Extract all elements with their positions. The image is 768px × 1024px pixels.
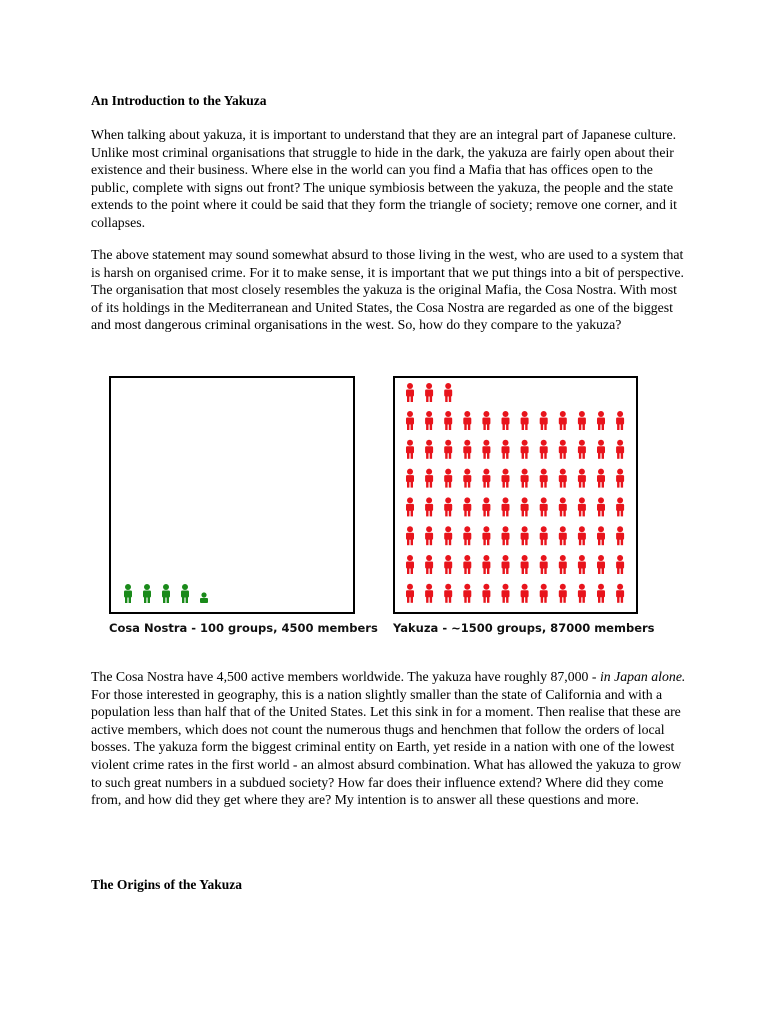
yakuza-figure	[463, 440, 471, 459]
yakuza-figure	[597, 411, 605, 430]
yakuza-figure	[502, 497, 510, 516]
yakuza-figure	[597, 440, 605, 459]
yakuza-figure	[578, 411, 586, 430]
yakuza-figure	[406, 411, 414, 430]
yakuza-figure	[578, 555, 586, 574]
yakuza-figure	[502, 555, 510, 574]
yakuza-figure	[444, 469, 452, 488]
yakuza-figure	[597, 555, 605, 574]
yakuza-figure	[425, 584, 433, 603]
comparison-text-start: The Cosa Nostra have 4,500 active members worldwide. The yakuza have roughly 87,000 -	[91, 669, 600, 684]
yakuza-figure	[425, 497, 433, 516]
yakuza-figure	[463, 411, 471, 430]
yakuza-figure	[425, 411, 433, 430]
perspective-paragraph: The above statement may sound somewhat absurd to those living in the west, who are used to a system that is harsh on organised crime. For it to make sense, it is important that we put things into a bit of perspective. The organisation that most closely resembles the yakuza is the original Mafia, the Cosa Nostra. With most of its holdings in the Mediterranean and United States, the Cosa Nostra are regarded as one of the biggest and most dangerous criminal organisations in the west. So, how do they compare to the yakuza?	[91, 247, 684, 333]
yakuza-figure	[559, 411, 567, 430]
yakuza-figure	[616, 526, 624, 545]
yakuza-figure	[406, 584, 414, 603]
yakuza-figure	[463, 469, 471, 488]
yakuza-figure	[559, 555, 567, 574]
yakuza-figure	[540, 584, 548, 603]
yakuza-figure	[521, 584, 529, 603]
yakuza-figure	[406, 440, 414, 459]
yakuza-figure	[559, 440, 567, 459]
yakuza-figure	[540, 411, 548, 430]
yakuza-figure	[444, 411, 452, 430]
yakuza-figure	[463, 555, 471, 574]
yakuza-caption: Yakuza - ~1500 groups, 87000 members	[393, 621, 655, 635]
yakuza-figure	[540, 440, 548, 459]
yakuza-figure	[406, 383, 414, 402]
yakuza-figure	[578, 497, 586, 516]
yakuza-figure	[463, 497, 471, 516]
yakuza-figure	[502, 469, 510, 488]
cosa-nostra-figures	[124, 584, 208, 603]
yakuza-figure	[406, 526, 414, 545]
yakuza-figure	[444, 584, 452, 603]
yakuza-figure	[540, 497, 548, 516]
yakuza-figures	[406, 383, 624, 603]
cosa-nostra-figure	[162, 584, 170, 603]
yakuza-figure	[444, 440, 452, 459]
yakuza-figure	[616, 469, 624, 488]
yakuza-figure	[463, 584, 471, 603]
yakuza-figure	[482, 555, 490, 574]
yakuza-figure	[425, 469, 433, 488]
comparison-emphasis: in Japan alone.	[599, 669, 686, 684]
yakuza-figure	[540, 555, 548, 574]
yakuza-figure	[597, 584, 605, 603]
yakuza-figure	[597, 526, 605, 545]
yakuza-figure	[559, 584, 567, 603]
yakuza-figure	[482, 526, 490, 545]
yakuza-figure	[482, 411, 490, 430]
yakuza-figure	[597, 497, 605, 516]
yakuza-figure	[502, 526, 510, 545]
comparison-text-end: For those interested in geography, this is a nation slightly smaller than the state of California and with a population less than half that of the United States. Let this sink in for a moment. Then realise that these are active members, which does not count the numerous thugs and henchmen that follow the orders of local bosses. The yakuza form the biggest criminal entity on Earth, yet reside in a nation with one of the lowest violent crime rates in the first world - an almost absurd combination. What has allowed the yakuza to grow to such great numbers in a subdued society? How far does their influence extend? Where did they come from, and how did they get where they are? My intention is to answer all these questions and more.	[91, 686, 682, 808]
yakuza-figure	[502, 584, 510, 603]
yakuza-figure	[425, 383, 433, 402]
yakuza-figure	[616, 411, 624, 430]
origins-title: The Origins of the Yakuza	[91, 877, 243, 892]
yakuza-figure	[482, 469, 490, 488]
yakuza-figure	[444, 555, 452, 574]
yakuza-figure	[406, 469, 414, 488]
cosa-nostra-figure	[181, 584, 189, 603]
yakuza-figure	[540, 526, 548, 545]
yakuza-figure	[502, 411, 510, 430]
yakuza-figure	[444, 526, 452, 545]
yakuza-figure	[425, 440, 433, 459]
yakuza-figure	[521, 555, 529, 574]
yakuza-figure	[482, 440, 490, 459]
yakuza-figure	[616, 497, 624, 516]
cosa-nostra-caption: Cosa Nostra - 100 groups, 4500 members	[109, 621, 378, 635]
yakuza-figure	[406, 497, 414, 516]
yakuza-figure	[444, 383, 452, 402]
yakuza-figure	[559, 497, 567, 516]
section-title: An Introduction to the Yakuza	[91, 93, 267, 108]
comparison-paragraph	[91, 668, 691, 809]
yakuza-figure	[616, 440, 624, 459]
yakuza-figure	[463, 526, 471, 545]
intro-paragraph: When talking about yakuza, it is important to understand that they are an integral part of Japanese culture. Unlike most criminal organisations that struggle to hide in the dark, the yakuza are fairly open about their existence and their business. Where else in the world can you find a Mafia that has offices open to the public, complete with signs out front? The unique symbiosis between the yakuza, the people and the state extends to the point where it could be said that they form the triangle of society; remove one corner, and it collapses.	[91, 127, 678, 230]
yakuza-figure	[540, 469, 548, 488]
yakuza-figure	[425, 526, 433, 545]
yakuza-figure	[616, 555, 624, 574]
yakuza-figure	[444, 497, 452, 516]
yakuza-figure	[521, 497, 529, 516]
yakuza-figure	[559, 526, 567, 545]
yakuza-figure	[578, 584, 586, 603]
yakuza-figure	[425, 555, 433, 574]
yakuza-figure	[578, 440, 586, 459]
cosa-nostra-figure-partial	[200, 592, 208, 603]
yakuza-figure	[406, 555, 414, 574]
yakuza-figure	[578, 469, 586, 488]
yakuza-figure	[521, 469, 529, 488]
cosa-nostra-figure	[124, 584, 132, 603]
yakuza-figure	[521, 526, 529, 545]
yakuza-figure	[482, 497, 490, 516]
cosa-nostra-figure	[143, 584, 151, 603]
yakuza-figure	[597, 469, 605, 488]
yakuza-figure	[502, 440, 510, 459]
yakuza-figure	[482, 584, 490, 603]
yakuza-figure	[521, 440, 529, 459]
yakuza-figure	[559, 469, 567, 488]
yakuza-figure	[616, 584, 624, 603]
yakuza-figure	[578, 526, 586, 545]
yakuza-figure	[521, 411, 529, 430]
